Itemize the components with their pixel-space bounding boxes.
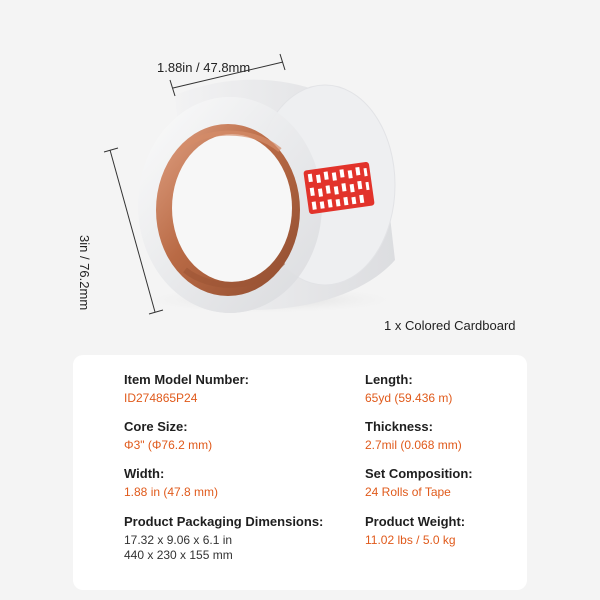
- height-dimension-label: 3in / 76.2mm: [77, 235, 92, 311]
- spec-value-imperial: 17.32 x 9.06 x 6.1 in: [124, 533, 233, 547]
- spec-label: Core Size:: [124, 419, 188, 434]
- spec-label: Product Weight:: [365, 514, 466, 529]
- spec-value-metric: 440 x 230 x 155 mm: [124, 548, 233, 562]
- spec-core-size: [124, 419, 212, 453]
- spec-length: [365, 372, 452, 406]
- spec-value: 2.7mil (0.068 mm): [365, 438, 462, 452]
- spec-value: 11.02 lbs / 5.0 kg: [365, 533, 456, 547]
- spec-value: ID274865P24: [124, 391, 198, 405]
- core-hole: [172, 134, 292, 282]
- width-dimension-label: 1.88in / 47.8mm: [157, 60, 251, 75]
- spec-label: Length:: [365, 372, 413, 387]
- spec-label: Item Model Number:: [124, 372, 249, 387]
- spec-weight: [365, 514, 465, 548]
- spec-value: 1.88 in (47.8 mm): [124, 485, 219, 499]
- spec-label: Set Composition:: [365, 466, 473, 481]
- spec-set-composition: [365, 466, 473, 500]
- spec-value: 65yd (59.436 m): [365, 391, 453, 405]
- spec-packaging-dimensions: [124, 514, 323, 563]
- spec-label: Thickness:: [365, 419, 433, 434]
- cardboard-note: 1 x Colored Cardboard: [384, 318, 516, 333]
- spec-label: Width:: [124, 466, 165, 481]
- spec-model: [124, 372, 249, 406]
- spec-width: [124, 466, 218, 500]
- tape-red-stripe: [303, 162, 374, 215]
- spec-thickness: [365, 419, 462, 453]
- spec-value: Φ3" (Φ76.2 mm): [124, 438, 213, 452]
- spec-label: Product Packaging Dimensions:: [124, 514, 324, 529]
- spec-value: 24 Rolls of Tape: [365, 485, 451, 499]
- spec-card: [73, 355, 527, 590]
